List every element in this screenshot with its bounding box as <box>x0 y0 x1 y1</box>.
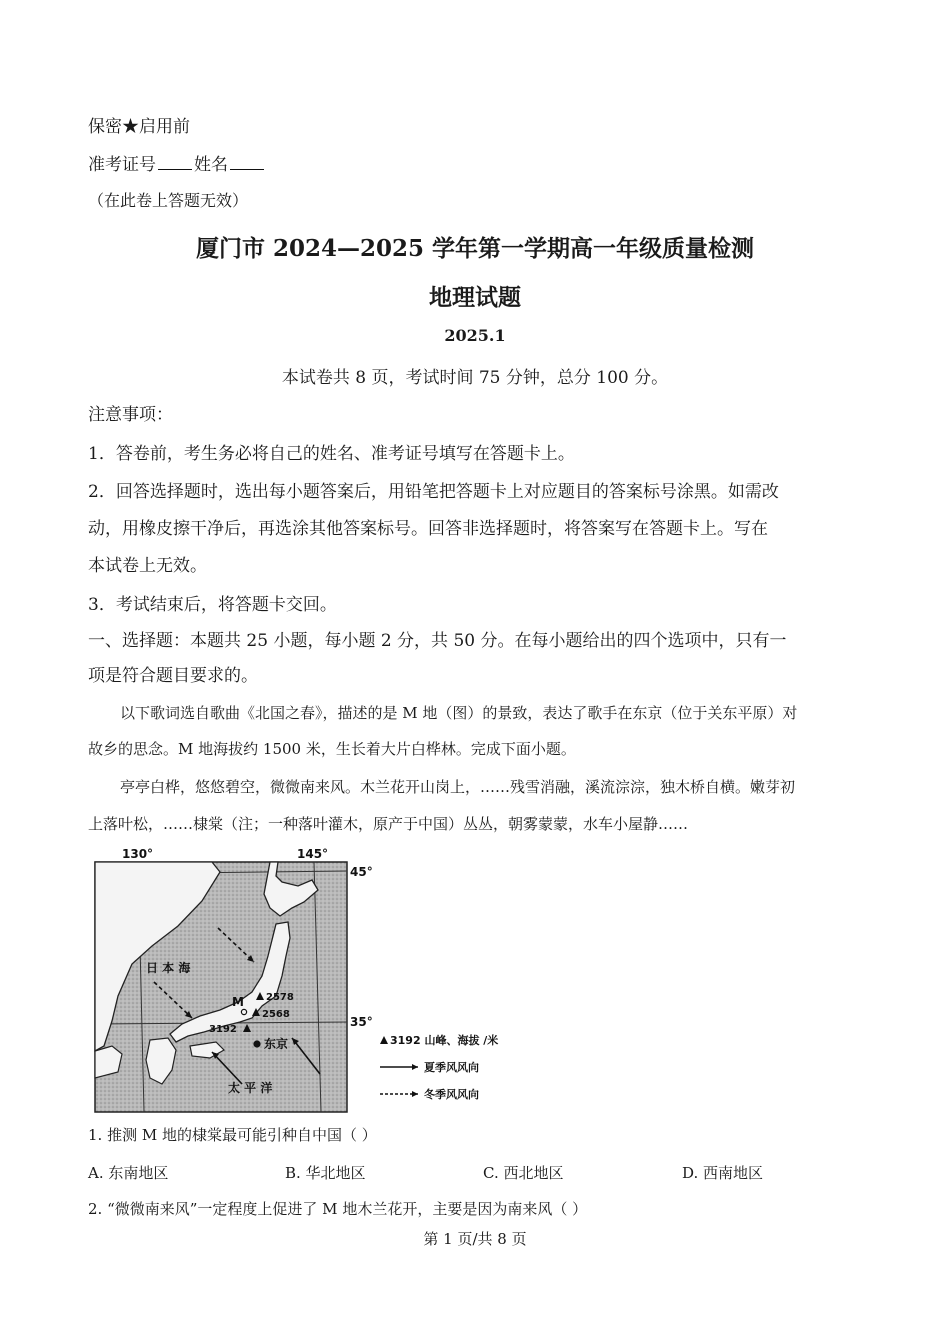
notice-item: 1．答卷前，考生务必将自己的姓名、准考证号填写在答题卡上。 <box>88 444 575 464</box>
section-heading: 一、选择题：本题共 25 小题，每小题 2 分，共 50 分。在每小题给出的四个选项中，只有一 <box>88 631 787 651</box>
section-heading-cont: 项是符合题目要求的。 <box>88 666 258 686</box>
question-1-option-a: A. 东南地区 <box>88 1164 169 1182</box>
question-1-option-d: D. 西南地区 <box>682 1164 764 1182</box>
notice-heading: 注意事项： <box>88 405 173 425</box>
peak-2578-label: 2578 <box>266 992 294 1003</box>
lyrics-text: 上落叶松，……棣棠（注；一种落叶灌木，原产于中国）丛丛，朝雾蒙蒙，水车小屋静…… <box>88 815 689 833</box>
candidate-info <box>88 150 266 175</box>
lon-145-label: 145° <box>297 847 329 861</box>
lon-130-label: 130° <box>122 847 154 861</box>
confidential-label: 保密★启用前 <box>88 117 190 137</box>
passage-text: 故乡的思念。M 地海拔约 1500 米，生长着大片白桦林。完成下面小题。 <box>88 740 576 758</box>
exam-id-blank <box>158 155 192 170</box>
notice-item: 2．回答选择题时，选出每小题答案后，用铅笔把答题卡上对应题目的答案标号涂黑。如需改 <box>88 482 779 502</box>
name-label: 姓名 <box>194 155 228 175</box>
legend-summer-arrowhead <box>412 1064 418 1070</box>
notice-item: 本试卷上无效。 <box>88 556 207 576</box>
lyrics-text: 亭亭白桦，悠悠碧空，微微南来风。木兰花开山岗上，……残雪消融，溪流淙淙，独木桥自横。嫩芽初 <box>120 778 796 796</box>
legend-winter-arrowhead <box>412 1091 418 1097</box>
peak-3192-label: 3192 <box>209 1024 237 1035</box>
lat-45-label: 45° <box>350 865 373 879</box>
pacific-label: 太 平 洋 <box>228 1081 273 1095</box>
lat-35-label: 35° <box>350 1015 373 1029</box>
question-2-stem: 2. “微微南来风”一定程度上促进了 M 地木兰花开，主要是因为南来风（ ） <box>88 1200 588 1218</box>
page-number: 第 1 页/共 8 页 <box>423 1230 527 1248</box>
exam-title: 厦门市 2024—2025 学年第一学期高一年级质量检测 <box>195 235 755 262</box>
m-label: M <box>232 995 244 1009</box>
question-1-option-c: C. 西北地区 <box>483 1164 564 1182</box>
peak-2568-label: 2568 <box>262 1009 290 1020</box>
question-1-stem: 1. 推测 M 地的棣棠最可能引种自中国（ ） <box>88 1126 377 1144</box>
legend-peak-label: 3192 山峰、海拔 /米 <box>390 1034 499 1047</box>
question-1-option-b: B. 华北地区 <box>285 1164 366 1182</box>
legend-winter-label: 冬季风风向 <box>424 1088 479 1101</box>
notice-item: 3．考试结束后，将答题卡交回。 <box>88 595 337 615</box>
sea-of-japan-label: 日 本 海 <box>146 961 191 975</box>
tokyo-label: 东京 <box>264 1037 289 1051</box>
exam-date: 2025.1 <box>444 326 506 345</box>
japan-map-figure <box>92 846 532 1116</box>
exam-info: 本试卷共 8 页，考试时间 75 分钟，总分 100 分。 <box>281 368 669 388</box>
exam-id-label: 准考证号 <box>88 155 156 175</box>
invalid-note: （在此卷上答题无效） <box>88 191 249 210</box>
subject-title: 地理试题 <box>429 284 521 311</box>
name-blank <box>230 155 264 170</box>
legend-peak-icon <box>380 1036 388 1044</box>
japan-map <box>92 846 532 1116</box>
passage-text: 以下歌词选自歌曲《北国之春》，描述的是 M 地（图）的景致，表达了歌手在东京（位于关东平原）对 <box>120 704 798 722</box>
notice-item: 动，用橡皮擦干净后，再选涂其他答案标号。回答非选择题时，将答案写在答题卡上。写在 <box>88 519 768 539</box>
tokyo-marker <box>253 1040 260 1047</box>
legend-summer-label: 夏季风风向 <box>424 1061 479 1074</box>
